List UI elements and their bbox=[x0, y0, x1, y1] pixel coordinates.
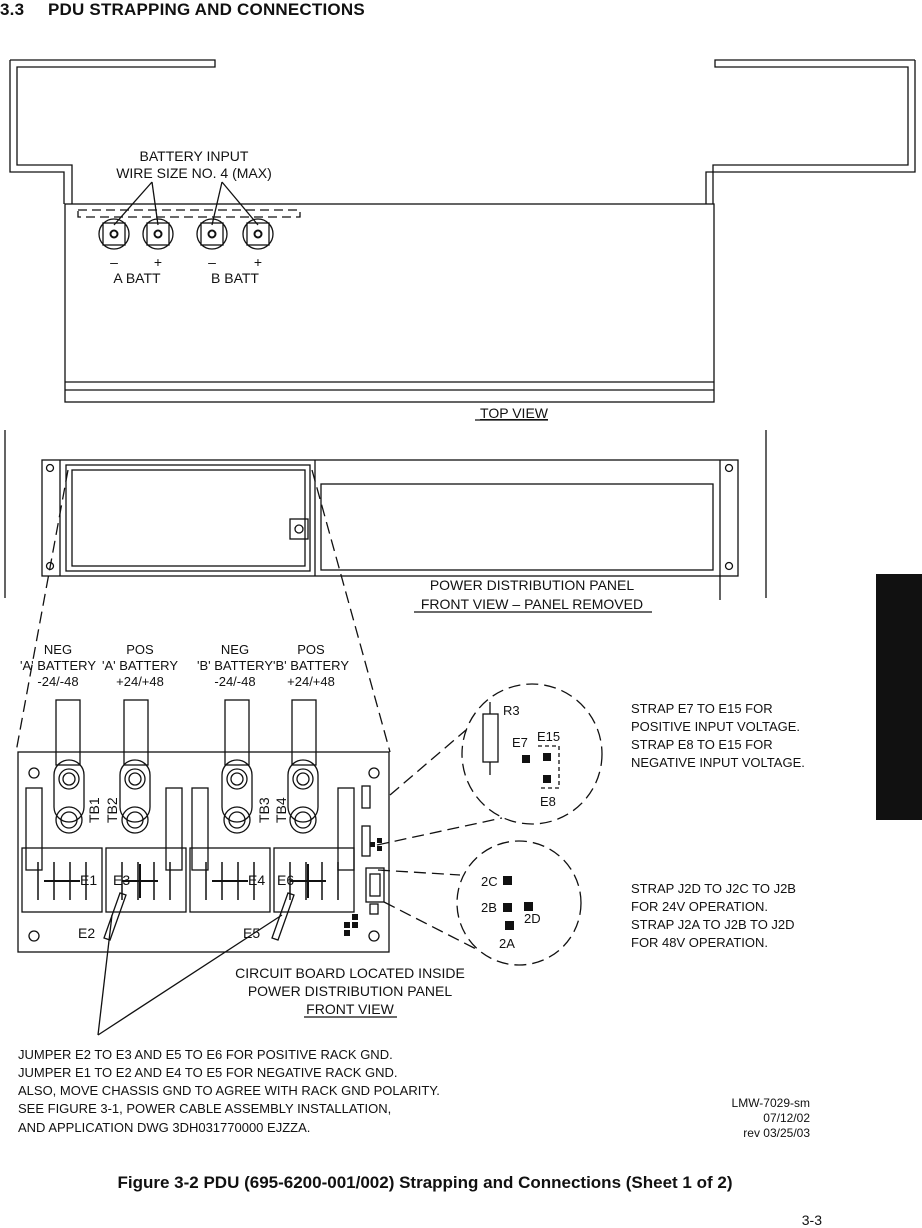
page-number: 3-3 bbox=[801, 1212, 822, 1228]
r3-label: R3 bbox=[503, 703, 520, 718]
battery-cable bbox=[225, 700, 249, 765]
strap-note-line: STRAP J2D TO J2C TO J2B bbox=[631, 881, 796, 896]
terminal-label-l2: 'B' BATTERY bbox=[196, 658, 274, 673]
jumper-notes bbox=[18, 1047, 440, 1135]
wire-size-label: WIRE SIZE NO. 4 (MAX) bbox=[116, 165, 272, 181]
pad-e8 bbox=[543, 775, 551, 783]
circuit-board bbox=[18, 700, 465, 1035]
jumper-note-line: ALSO, MOVE CHASSIS GND TO AGREE WITH RACK GND POLARITY. bbox=[18, 1083, 440, 1098]
pad-e15 bbox=[543, 753, 551, 761]
pad-2c bbox=[503, 876, 512, 885]
projection-line bbox=[384, 902, 478, 950]
battery-cable bbox=[124, 700, 148, 765]
terminal-labels bbox=[20, 642, 349, 689]
pin-2b-label: 2B bbox=[481, 900, 497, 915]
e2-label: E2 bbox=[78, 925, 96, 941]
strap-note-line: STRAP E7 TO E15 FOR bbox=[631, 701, 773, 716]
projection-line bbox=[312, 470, 390, 752]
terminal-label-l1: POS bbox=[126, 642, 154, 657]
e6-label: E6 bbox=[277, 872, 295, 888]
terminal-label-l3: +24/+48 bbox=[287, 674, 335, 689]
terminal-label-l2: 'A' BATTERY bbox=[19, 658, 97, 673]
top-view bbox=[10, 60, 915, 421]
strap-notes bbox=[631, 701, 805, 950]
board-caption-line3: FRONT VIEW bbox=[306, 1001, 394, 1017]
pad-2d bbox=[524, 902, 533, 911]
top-view-label: TOP VIEW bbox=[480, 405, 548, 421]
front-panel bbox=[42, 460, 738, 576]
plus-label: + bbox=[153, 254, 163, 270]
battery-cable bbox=[56, 700, 80, 765]
a-batt-label: A BATT bbox=[113, 270, 161, 286]
jumper-note-line: JUMPER E1 TO E2 AND E4 TO E5 FOR NEGATIVE RACK GND. bbox=[18, 1065, 398, 1080]
terminal-lug bbox=[288, 760, 318, 833]
detail-e7-e15 bbox=[377, 684, 602, 845]
terminal-label-l1: POS bbox=[297, 642, 325, 657]
section-number: 3.3 bbox=[0, 0, 25, 19]
resistor-r3 bbox=[483, 714, 498, 762]
figure-caption: Figure 3-2 PDU (695-6200-001/002) Strapping and Connections (Sheet 1 of 2) bbox=[117, 1173, 733, 1192]
board-caption-line1: CIRCUIT BOARD LOCATED INSIDE bbox=[235, 965, 465, 981]
jumper-note-line: AND APPLICATION DWG 3DH031770000 EJZZA. bbox=[18, 1120, 311, 1135]
pad-e7 bbox=[522, 755, 530, 763]
plus-label: + bbox=[253, 254, 263, 270]
projection-line bbox=[390, 730, 466, 795]
section-title-text: PDU STRAPPING AND CONNECTIONS bbox=[48, 0, 365, 19]
drawing-number: LMW-7029-sm bbox=[731, 1096, 810, 1110]
mount-hole bbox=[726, 563, 733, 570]
terminal-lug bbox=[222, 760, 252, 833]
panel-window bbox=[321, 484, 713, 570]
terminal-cover bbox=[78, 210, 300, 217]
right-bracket bbox=[713, 60, 915, 204]
drawing-revision: rev 03/25/03 bbox=[743, 1126, 810, 1140]
detail-j2 bbox=[378, 841, 581, 965]
e15-label: E15 bbox=[537, 729, 561, 744]
e3-label: E3 bbox=[113, 872, 131, 888]
e8-label: E8 bbox=[540, 794, 556, 809]
pin-2d-label: 2D bbox=[524, 911, 541, 926]
detail-circle bbox=[457, 841, 581, 965]
b-batt-label: B BATT bbox=[211, 270, 259, 286]
e4-label: E4 bbox=[248, 872, 266, 888]
terminal-label-l1: NEG bbox=[220, 642, 250, 657]
tb3-label: TB3 bbox=[256, 797, 272, 823]
terminal-label-l3: +24/+48 bbox=[116, 674, 164, 689]
jumper bbox=[104, 893, 126, 940]
terminal-label-l2: 'A' BATTERY bbox=[101, 658, 179, 673]
projection-line bbox=[378, 870, 460, 875]
terminal-label-l2: 'B' BATTERY bbox=[272, 658, 350, 673]
pad-2b bbox=[503, 903, 512, 912]
leader-line bbox=[98, 915, 112, 1035]
jumper bbox=[272, 893, 294, 940]
connector-j2 bbox=[366, 868, 384, 902]
terminal-label-l1: NEG bbox=[43, 642, 73, 657]
fuse-holder bbox=[338, 788, 354, 870]
pad-2a bbox=[505, 921, 514, 930]
strap-note-line: NEGATIVE INPUT VOLTAGE. bbox=[631, 755, 805, 770]
jumper-note-line: SEE FIGURE 3-1, POWER CABLE ASSEMBLY INSTALLATION, bbox=[18, 1101, 392, 1116]
jumper-note-line: JUMPER E2 TO E3 AND E5 TO E6 FOR POSITIVE RACK GND. bbox=[18, 1047, 393, 1062]
terminal-stud bbox=[99, 219, 129, 249]
terminal-label-l3: -24/-48 bbox=[214, 674, 256, 689]
drawing-date: 07/12/02 bbox=[763, 1111, 810, 1125]
e5-label: E5 bbox=[243, 925, 261, 941]
projection-line bbox=[377, 818, 502, 845]
tb2-label: TB2 bbox=[104, 797, 120, 823]
pin-cluster bbox=[344, 838, 382, 936]
battery-cable bbox=[292, 700, 316, 765]
strap-note-line: STRAP E8 TO E15 FOR bbox=[631, 737, 773, 752]
terminal-lug bbox=[120, 760, 150, 833]
strap-note-line: POSITIVE INPUT VOLTAGE. bbox=[631, 719, 801, 734]
left-bracket bbox=[10, 60, 215, 204]
strap-note-line: STRAP J2A TO J2B TO J2D bbox=[631, 917, 795, 932]
terminal-stud bbox=[243, 219, 273, 249]
e1-label: E1 bbox=[80, 872, 98, 888]
terminal-lug bbox=[54, 760, 84, 833]
open-compartment bbox=[72, 470, 305, 566]
tb1-label: TB1 bbox=[86, 797, 102, 823]
pin-2c-label: 2C bbox=[481, 874, 498, 889]
strap-note-line: FOR 48V OPERATION. bbox=[631, 935, 769, 950]
drawing-id bbox=[732, 1096, 811, 1140]
mount-hole bbox=[47, 465, 54, 472]
pin-2a-label: 2A bbox=[499, 936, 515, 951]
fuse-holder bbox=[192, 788, 208, 870]
fuse-holder bbox=[166, 788, 182, 870]
terminal-label-l3: -24/-48 bbox=[37, 674, 79, 689]
section-thumb-tab bbox=[876, 574, 922, 820]
mount-hole bbox=[726, 465, 733, 472]
minus-label: – bbox=[208, 254, 216, 270]
tb4-label: TB4 bbox=[273, 797, 289, 823]
battery-input-label: BATTERY INPUT bbox=[139, 148, 249, 164]
front-view-line1: POWER DISTRIBUTION PANEL bbox=[429, 577, 635, 593]
minus-label: – bbox=[110, 254, 118, 270]
board-caption-line2: POWER DISTRIBUTION PANEL bbox=[247, 983, 453, 999]
fuse-holder bbox=[26, 788, 42, 870]
front-view-line2: FRONT VIEW – PANEL REMOVED bbox=[420, 596, 644, 612]
strap-note-line: FOR 24V OPERATION. bbox=[631, 899, 769, 914]
e7-label: E7 bbox=[512, 735, 528, 750]
